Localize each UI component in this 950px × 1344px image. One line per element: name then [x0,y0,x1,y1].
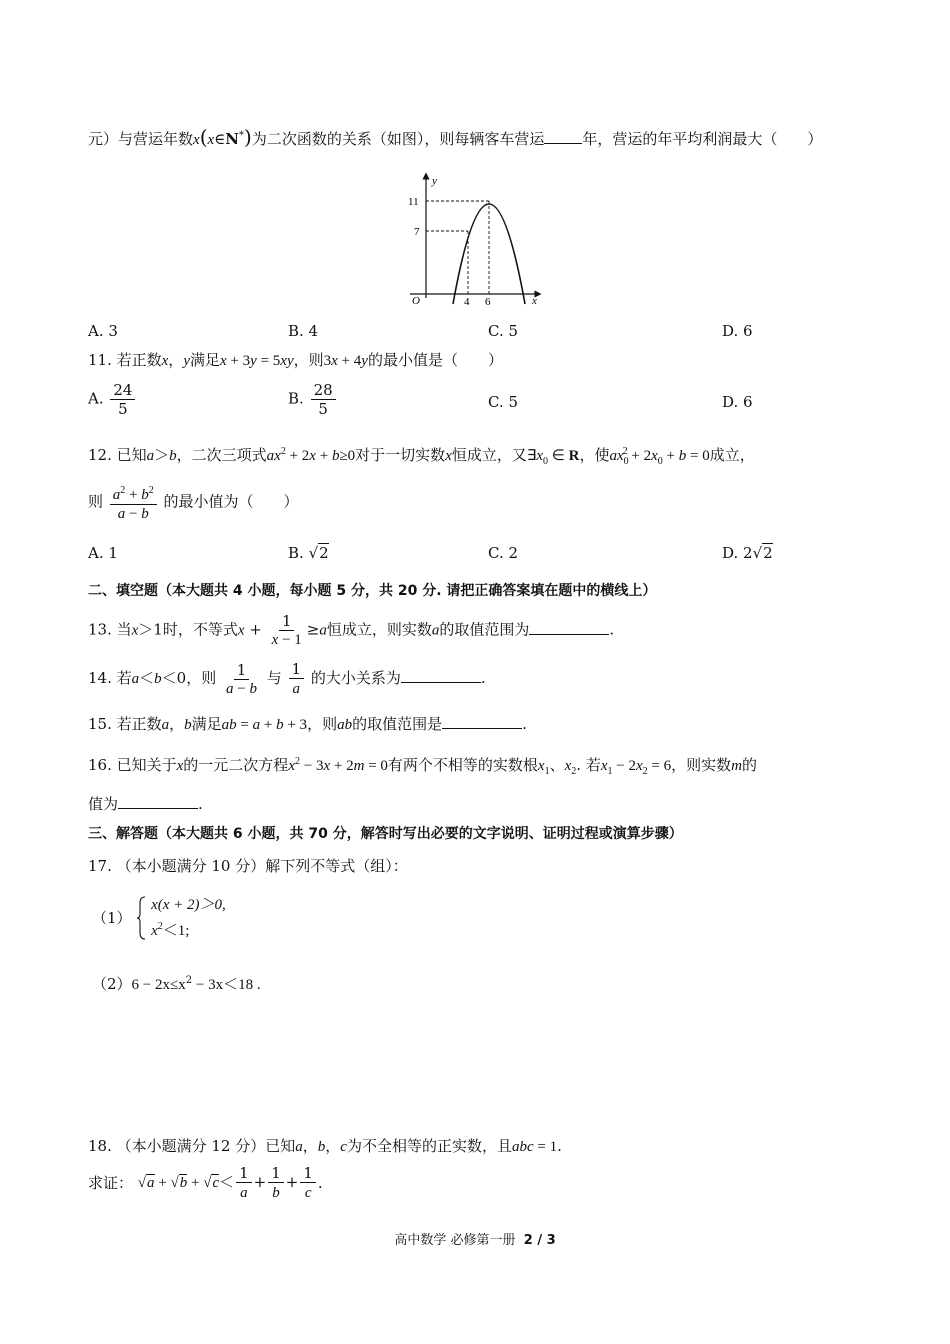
q16-blank[interactable] [118,792,198,809]
y-tick-7: 7 [414,226,420,238]
q17-part2: $(2)6 - 2x\le x^2 - 3x<18$ . [92,975,261,993]
q15-stem: 15. 若正数a，b满足ab = a + b + 3，则ab的取值范围是 . [88,712,527,735]
q10-line: 元）与营运年数x(x∈N*)为二次函数的关系（如图），则每辆客车营运 年，营运的年平均利润最大（ ） [88,125,823,149]
q11-option-d[interactable]: D. 6 [722,393,753,411]
page-number: 2 / 3 [523,1233,556,1248]
q10-blank[interactable] [544,127,582,144]
y-axis-label: y [432,175,437,187]
q12-option-b[interactable]: B. √2 [288,544,329,562]
q10-option-a[interactable]: A. 3 [88,322,118,340]
section-2-heading: 二、填空题（本大题共 4 小题，每小题 5 分，共 20 分. 请把正确答案填在题中的横线上） [88,583,657,599]
q10-option-c[interactable]: C. 5 [488,322,519,340]
section-3-heading: 三、解答题（本大题共 6 小题，共 70 分，解答时写出必要的文字说明、证明过程或演算步骤） [88,826,683,842]
q11-option-a[interactable]: A. $\frac{24}{5}$ [88,381,137,418]
q10-option-b[interactable]: B. 4 [288,322,319,340]
q12-option-d[interactable]: D. 2√2 [722,544,773,562]
x-tick-4: 4 [464,296,470,308]
q16-stem: 16. 已知关于x的一元二次方程$x^2 - 3x + 2m = 0$有两个不相等的实数根$x_1$、$x_2$. 若$x_1 - 2x_2 = 6$，则实数m的 [88,756,757,777]
page-footer: 高中数学 必修第一册 2 / 3 [394,1233,556,1248]
q16-line2: 值为 . [88,792,203,814]
q12-line2: 则 $\frac{a^2 + b^2}{a - b}$ 的最小值为（ ） [88,482,299,523]
y-tick-11: 11 [408,196,419,208]
q13-blank[interactable] [529,618,609,635]
q14-stem: 14. 若a＜b＜0，则 $\frac{1}{a - b}$ 与 $\frac{1}{a}$ 的大小关系为 . [88,660,486,697]
q11-option-c[interactable]: C. 5 [488,393,519,411]
x-tick-6: 6 [485,296,491,308]
q12-option-c[interactable]: C. 2 [488,544,519,562]
parabola-graph [398,170,548,310]
origin-label: O [412,295,420,307]
q15-blank[interactable] [442,712,522,729]
q17-title: 17. （本小题满分 10 分）解下列不等式（组）： [88,857,408,875]
q17-system-row1: x(x + 2)＞0, [151,897,226,913]
q18-title: 18. （本小题满分 12 分）已知a，b，c为不全相等的正实数，且abc = 1. [88,1137,562,1155]
q12-stem: 12. 已知a＞b，二次三项式$ax^2 + 2x + b\ge 0$对于一切实数x恒成立，又$\exists x_0$ ∈ R，使$ax_0^2 + 2x_0 + b = 0$成立， [88,446,755,467]
q10-option-d[interactable]: D. 6 [722,322,753,340]
q18-proof: 求证： √a + √b + √c＜ $\frac{1}{a}$ + $\frac{1}{b}$ + $\frac{1}{c}$ . [88,1164,323,1201]
q13-stem: 13. 当x＞1时，不等式x + $\frac{1}{x - 1}$ ≥a恒成立，则实数a的取值范围为 . [88,612,615,648]
x-axis-label: x [532,295,537,307]
q12-option-a[interactable]: A. 1 [88,544,118,562]
q14-blank[interactable] [401,666,481,683]
q11-stem: 11. 若正数x，y满足x + 3y = 5xy，则3x + 4y的最小值是（ ） [88,351,503,369]
left-brace [136,896,146,940]
q11-option-b[interactable]: B. $\frac{28}{5}$ [288,381,338,418]
q17-system-row2: $x^2<1$; [151,921,190,939]
q17-part1: （1） x(x + 2)＞0, $x^2<1$; [92,894,226,942]
